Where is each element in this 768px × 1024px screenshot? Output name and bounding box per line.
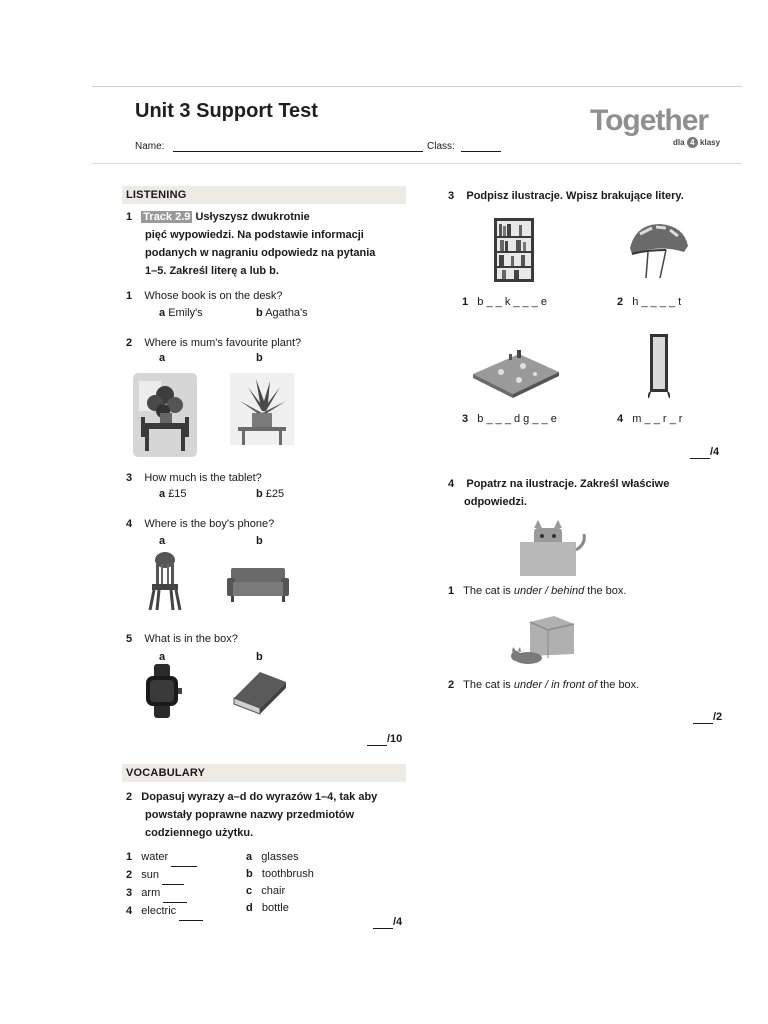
sofa-image bbox=[227, 566, 289, 602]
ex2-right-item: c chair bbox=[246, 885, 286, 897]
ex1-instruction: 1 Track 2.9 Usłyszysz dwukrotnie pięć wypowiedzi. Na podstawie informacji podanych w nagraniu odpowiedz na pytania 1–5. Zakreśl literę a lub b. bbox=[126, 211, 376, 277]
logo-badge: 4 bbox=[687, 137, 698, 148]
ex1-item-4-option-b[interactable]: b bbox=[256, 535, 263, 547]
plant-on-table-image bbox=[230, 373, 294, 445]
ex4-instruction: 4 Popatrz na ilustracje. Zakreśl właściwe odpowiedzi. bbox=[448, 478, 670, 508]
ex1-item-5: 5 What is in the box? bbox=[126, 633, 238, 645]
ex2-instruction: 2 Dopasuj wyrazy a–d do wyrazów 1–4, tak aby powstały poprawne nazwy przedmiotów codziennego użytku. bbox=[126, 791, 378, 839]
logo-word: Together bbox=[590, 104, 709, 137]
ex2-blank-4[interactable] bbox=[179, 903, 203, 921]
listening-heading: LISTENING bbox=[122, 186, 406, 204]
cat-behind-box-image bbox=[520, 520, 588, 576]
track-label: Track 2.9 bbox=[143, 211, 191, 223]
ex1-item-1-option-a[interactable]: a Emily's bbox=[159, 307, 203, 319]
ex4-score-blank[interactable] bbox=[693, 711, 713, 724]
ex3-instruction: 3 Podpisz ilustracje. Wpisz brakujące litery. bbox=[448, 190, 684, 202]
ex3-item-3: 3 b _ _ _ d g _ _ e bbox=[462, 413, 557, 425]
ex1-item-2-option-b[interactable]: b bbox=[256, 352, 263, 364]
ex2-right-column bbox=[246, 849, 314, 917]
ex1-item-3-option-b[interactable]: b £25 bbox=[256, 488, 285, 500]
page-title: Unit 3 Support Test bbox=[135, 100, 318, 122]
ex2-score: /4 bbox=[373, 916, 402, 929]
ex2-blank-3[interactable] bbox=[163, 885, 187, 903]
ex4-item-2: 2 The cat is under / in front of the box. bbox=[448, 679, 640, 691]
logo-subtitle: dla 4 klasy bbox=[673, 138, 721, 147]
bookcase-image bbox=[494, 218, 534, 282]
ex2-left-item: 2 sun bbox=[126, 867, 203, 885]
ex2-left-column bbox=[126, 849, 203, 921]
name-line[interactable] bbox=[173, 151, 423, 152]
plant-on-chair-image bbox=[133, 373, 197, 457]
ex2-blank-2[interactable] bbox=[162, 867, 184, 885]
ex2-left-item: 3 arm bbox=[126, 885, 203, 903]
board-game-image bbox=[473, 350, 559, 398]
ex1-item-2-option-a[interactable]: a bbox=[159, 352, 166, 364]
ex2-left-item: 4 electric bbox=[126, 903, 203, 921]
helmet-image bbox=[626, 218, 690, 282]
ex3-item-2: 2 h _ _ _ _ t bbox=[617, 296, 682, 308]
ex3-item-1: 1 b _ _ k _ _ _ e bbox=[462, 296, 548, 308]
ex1-item-3-option-a[interactable]: a £15 bbox=[159, 488, 187, 500]
ex1-item-5-option-b[interactable]: b bbox=[256, 651, 263, 663]
ex2-blank-1[interactable] bbox=[171, 849, 197, 867]
name-label: Name: bbox=[135, 141, 165, 152]
ex2-right-item: a glasses bbox=[246, 851, 299, 863]
ex4-item-1: 1 The cat is under / behind the box. bbox=[448, 585, 627, 597]
mirror-image bbox=[648, 334, 670, 398]
ex1-item-1-option-b[interactable]: b Agatha's bbox=[256, 307, 308, 319]
ex2-left-item: 1 water bbox=[126, 849, 203, 867]
ex2-right-item: b toothbrush bbox=[246, 868, 314, 880]
class-line[interactable] bbox=[461, 151, 501, 152]
ex1-item-4: 4 Where is the boy's phone? bbox=[126, 518, 275, 530]
ex1-score: /10 bbox=[367, 733, 402, 746]
cat-in-front-of-box-image bbox=[508, 616, 582, 666]
ex4-item-2-options[interactable]: under / in front of bbox=[513, 679, 598, 691]
ex4-score: /2 bbox=[693, 711, 722, 724]
class-label: Class: bbox=[427, 141, 455, 152]
top-rule bbox=[92, 86, 742, 87]
ex4-item-1-options[interactable]: under / behind bbox=[513, 585, 585, 597]
vocabulary-heading: VOCABULARY bbox=[122, 764, 406, 782]
chair-image bbox=[147, 552, 183, 610]
ex1-score-blank[interactable] bbox=[367, 733, 387, 746]
ex3-score: /4 bbox=[690, 446, 719, 459]
ex3-score-blank[interactable] bbox=[690, 446, 710, 459]
header-rule bbox=[92, 163, 742, 164]
ex2-score-blank[interactable] bbox=[373, 916, 393, 929]
ex1-item-2: 2 Where is mum's favourite plant? bbox=[126, 337, 302, 349]
ex3-item-4: 4 m _ _ r _ r bbox=[617, 413, 683, 425]
smartwatch-image bbox=[140, 664, 186, 718]
ex1-item-4-option-a[interactable]: a bbox=[159, 535, 166, 547]
logo bbox=[590, 104, 708, 138]
ex2-right-item: d bottle bbox=[246, 902, 289, 914]
ex1-item-1: 1 Whose book is on the desk? bbox=[126, 290, 283, 302]
ex1-item-5-option-a[interactable]: a bbox=[159, 651, 166, 663]
book-image bbox=[230, 668, 288, 716]
ex1-item-3: 3 How much is the tablet? bbox=[126, 472, 262, 484]
